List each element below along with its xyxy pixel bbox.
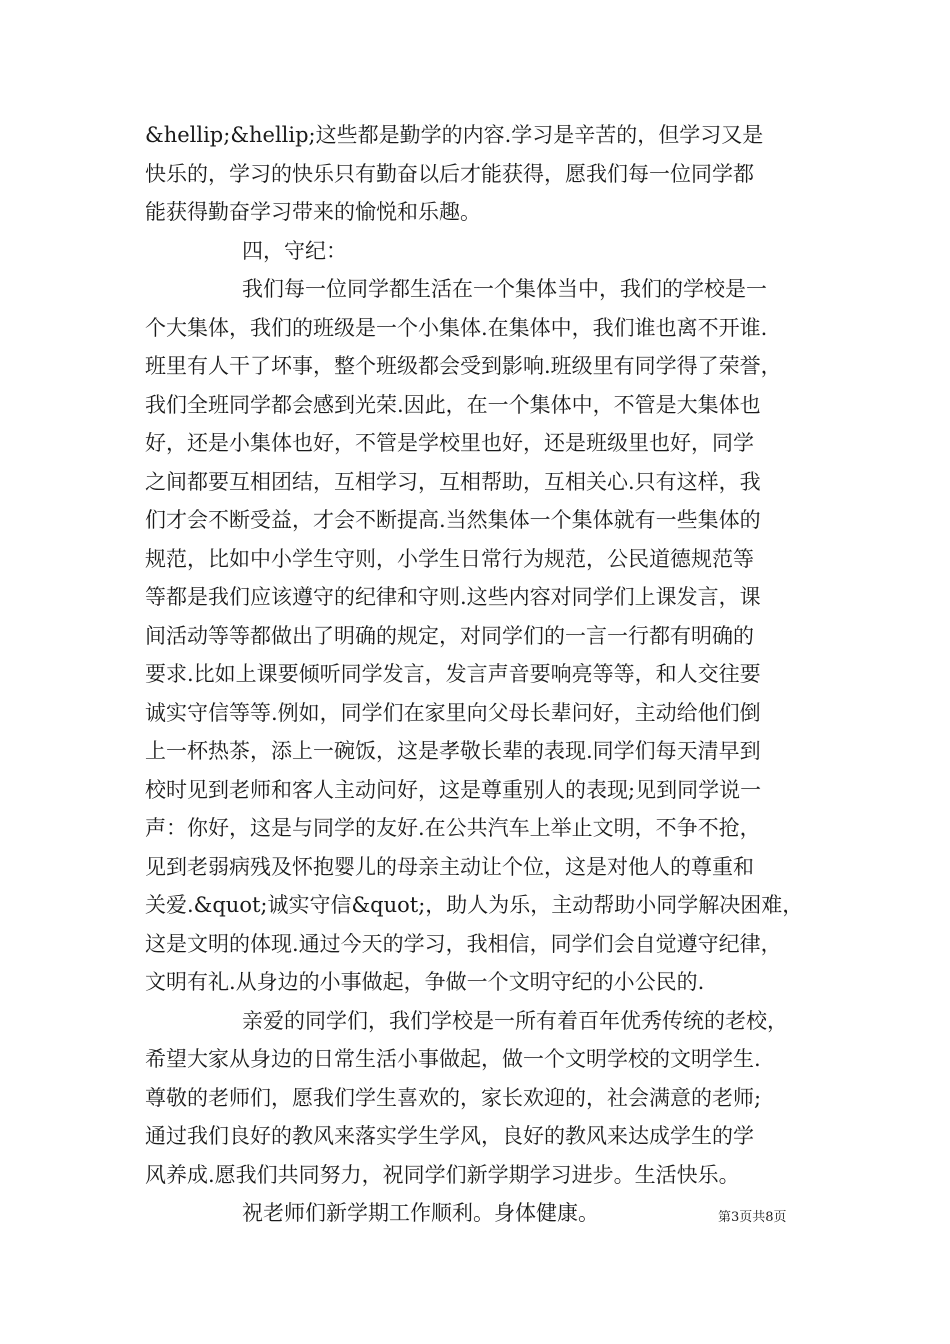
text-line: 之间都要互相团结，互相学习，互相帮助，互相关心.只有这样，我 bbox=[145, 469, 761, 494]
page-number: 第3页共8页 bbox=[718, 1210, 787, 1225]
text-line: 快乐的，学习的快乐只有勤奋以后才能获得，愿我们每一位同学都 bbox=[145, 161, 754, 186]
text-line: 我们每一位同学都生活在一个集体当中，我们的学校是一 bbox=[242, 277, 767, 301]
text-line: 们才会不断受益，才会不断提高.当然集体一个集体就有一些集体的 bbox=[145, 508, 761, 532]
text-line: 见到老弱病残及怀抱婴儿的母亲主动让个位，这是对他人的尊重和 bbox=[145, 854, 754, 879]
text-line: 我们全班同学都会感到光荣.因此，在一个集体中，不管是大集体也 bbox=[145, 392, 761, 417]
text-line: 亲爱的同学们，我们学校是一所有着百年优秀传统的老校， bbox=[242, 1008, 788, 1033]
text-line: 希望大家从身边的日常生活小事做起，做一个文明学校的文明学生. bbox=[145, 1047, 761, 1071]
section-heading: 四，守纪： bbox=[242, 238, 347, 263]
text-line: 祝老师们新学期工作顺利。身体健康。 bbox=[242, 1201, 599, 1225]
text-line: 上一杯热茶，添上一碗饭，这是孝敬长辈的表现.同学们每天清早到 bbox=[145, 739, 761, 763]
text-line: 间活动等等都做出了明确的规定，对同学们的一言一行都有明确的 bbox=[145, 623, 754, 648]
text-line: 关爱.&quot;诚实守信&quot;，助人为乐，主动帮助小同学解决困难， bbox=[145, 893, 804, 917]
text-line: 文明有礼.从身边的小事做起，争做一个文明守纪的小公民的. bbox=[145, 970, 705, 994]
text-line: 好，还是小集体也好，不管是学校里也好，还是班级里也好，同学 bbox=[145, 431, 754, 455]
text-line: 这是文明的体现.通过今天的学习，我相信，同学们会自觉遵守纪律， bbox=[145, 931, 782, 956]
text-line: 能获得勤奋学习带来的愉悦和乐趣。 bbox=[145, 200, 481, 224]
text-line: 校时见到老师和客人主动问好，这是尊重别人的表现;见到同学说一 bbox=[145, 777, 762, 802]
text-line: 尊敬的老师们，愿我们学生喜欢的，家长欢迎的，社会满意的老师; bbox=[145, 1085, 762, 1110]
text-line: 风养成.愿我们共同努力，祝同学们新学期学习进步。生活快乐。 bbox=[145, 1162, 740, 1187]
text-line: 通过我们良好的教风来落实学生学风，良好的教风来达成学生的学 bbox=[145, 1124, 754, 1148]
text-line: &hellip;&hellip;这些都是勤学的内容.学习是辛苦的，但学习又是 bbox=[145, 123, 764, 147]
body-text bbox=[145, 116, 815, 1233]
text-line: 班里有人干了坏事，整个班级都会受到影响.班级里有同学得了荣誉， bbox=[145, 354, 782, 378]
text-line: 个大集体，我们的班级是一个小集体.在集体中，我们谁也离不开谁. bbox=[145, 315, 768, 340]
text-line: 规范，比如中小学生守则，小学生日常行为规范，公民道德规范等 bbox=[145, 546, 754, 571]
text-line: 等都是我们应该遵守的纪律和守则.这些内容对同学们上课发言，课 bbox=[145, 585, 761, 609]
text-line: 要求.比如上课要倾听同学发言，发言声音要响亮等等，和人交往要 bbox=[145, 662, 761, 686]
text-line: 诚实守信等等.例如，同学们在家里向父母长辈问好，主动给他们倒 bbox=[145, 700, 761, 725]
text-line: 声：你好，这是与同学的友好.在公共汽车上举止文明，不争不抢， bbox=[145, 816, 761, 840]
